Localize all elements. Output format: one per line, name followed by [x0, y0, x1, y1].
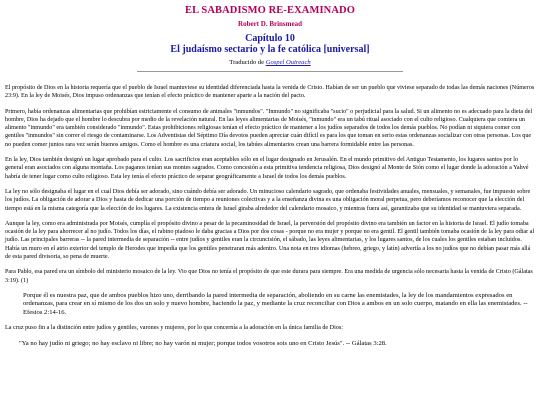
- chapter-number: Capítulo 10: [245, 33, 295, 44]
- author-name: Robert D. Brinsmead: [238, 20, 302, 28]
- header-divider: [137, 71, 403, 72]
- paragraph-2: Primero, había ordenanzas alimentarias que prohibían estrictamente el consumo de animales "inmundos". "Inmundo" no significaba "sucio" o perjudicial para la salud. Si un alimento no es adecuado para la dieta del hombre, Dios ha dejado que el hombre lo descubra por medio de la revelación natural. En las leyes alimentarias de Moisés, "inmundo" era un tabú ritual asociado con el culto religioso. Cualquiera que comiera un alimento "inmundo" era también considerado "inmundo". Estas prohibiciones religiosas tenían el efecto práctico de mantener a los judíos separados de todos los demás pueblos. No podían ni siquiera comer con gentiles "inmundos" sin correr el riesgo de contaminarse. Los Adventistas del Séptimo Día devotos pueden apreciar cuán difícil es para los que toman en serio estas ordenanzas socializar con otras personas. Los que no pueden comer juntos rara vez serán buenos amigos. Como el hombre es una criatura social, los tabúes alimentarios crean una barrera formidable entre las personas.: [5, 108, 533, 148]
- book-title: EL SABADISMO RE-EXAMINADO: [185, 5, 355, 16]
- paragraph-4: La ley no sólo designaba el lugar en el cual Dios debía ser adorado, sino cuándo debía ser adorado. Un minucioso calendario sagrado, que ordenaba festividades anuales, mensuales, y semanales, fue impuesto sobre los judíos. La obligación de adorar a Dios y hasta de dedicar una porción de tiempo a reuniones colectivas y a la enseñanza divina es una obligación moral perpetua, pero deberíamos reconocer que la elección del tiempo está en la misma categoría que la elección de los lugares. La existencia entera de Israel giraba alrededor del calendario mosaico, y mientras fuera así, garantizaba que su identidad se mantuviera separada.: [5, 188, 531, 212]
- galatians-verse: "Ya no hay judío ni griego; no hay esclavo ni libre; no hay varón ni mujer; porque todos vosotros sois uno en Cristo Jesús". -- Gálatas 3:28.: [19, 339, 387, 347]
- paragraph-6: Para Pablo, esa pared era un símbolo del ministerio mosaico de la ley. Vio que Dios no tenía el propósito de que este durara para siempre. Era una medida de urgencia sólo necesaria hasta la venida de Cristo (Gálatas 3:19). (1): [5, 269, 533, 284]
- document-body: [5, 84, 536, 348]
- document-header: [0, 0, 540, 72]
- chapter-title: El judaísmo sectario y la fe católica [universal]: [170, 44, 370, 55]
- document-page: [0, 0, 540, 72]
- translation-credit: [0, 59, 540, 67]
- paragraph-1: El propósito de Dios en la historia requería que el pueblo de Israel mantuviese su identidad diferenciada hasta la venida de Cristo. Habían de ser un pueblo que viviese separado de todas las demás naciones (Números 23:9). En la ley de Moisés, Dios impuso ordenanzas que tenían el efecto práctico de mantener aparte a la nación del pacto.: [5, 85, 535, 100]
- ephesians-quote: Porque él es nuestra paz, que de ambos pueblos hizo uno, derribando la pared intermedia de separación, aboliendo en su carne las enemistades, la ley de los mandamientos expresados en ordenanzas, para crear en sí mismo de los dos un solo y nuevo hombre, haciendo la paz, y mediante la cruz reconciliar con Dios a ambos en un solo cuerpo, matando en ella las enemistades. -- Efesios 2:14-16.: [23, 291, 528, 316]
- paragraph-5: Aunque la ley, como era administrada por Moisés, cumplía el propósito divino a pesar de la pecaminosidad de Israel, la perversión del propósito divino era también un factor en la historia de Israel. El judío tomaba ocasión de la ley para ahorrecer al no judío. Todos los días, el rabino piadoso le daba gracias a Dios por dos cosas - porque no era mujer y porque no era gentil. El gentil también tomaba ocasión de la ley para odiar al judío. Las principales barreras -- la pared intermedia de separación -- entre judíos y gentiles eran la circuncisión, el sábado, las leyes alimentarias, y los lugares santos, de los cuales los gentiles estaban incluidos. Había un muro en el atrio exterior del templo de Herodes que impedía que los gentiles penetraran más adentro. Una nota en tres idiomas (hebreo, griego, y latín) advertía a los no judíos que no debían pasar más allá de esta pared divisoria, so pena de muerte.: [5, 220, 535, 261]
- translation-prefix: Traducido de: [229, 59, 266, 66]
- closing-paragraph: La cruz puso fin a la distinción entre judíos y gentiles, varones y mujeres, por lo que concernía a la adoración en la única familia de Dios:: [5, 325, 343, 332]
- gospel-outreach-link[interactable]: Gospel Outreach: [265, 59, 311, 66]
- paragraph-3: En la ley, Dios también designó un lugar aprobado para el culto. Los sacrificios eran aceptables sólo en el lugar designado en Jerusalén. En el mundo primitivo del Antiguo Testamento, los lugares santos por lo general eran asociados con alguna montaña. Los paganos tenían sus montes sagrados. Como concesión a esta primitiva tendencia religiosa, Dios designó al Monte de Sión como el lugar donde la adoración a Yahvé habría de tener lugar como culto religioso. Esta ley tenía el efecto práctico de separar geográficamente a Israel de todos los demás pueblos.: [5, 157, 529, 180]
